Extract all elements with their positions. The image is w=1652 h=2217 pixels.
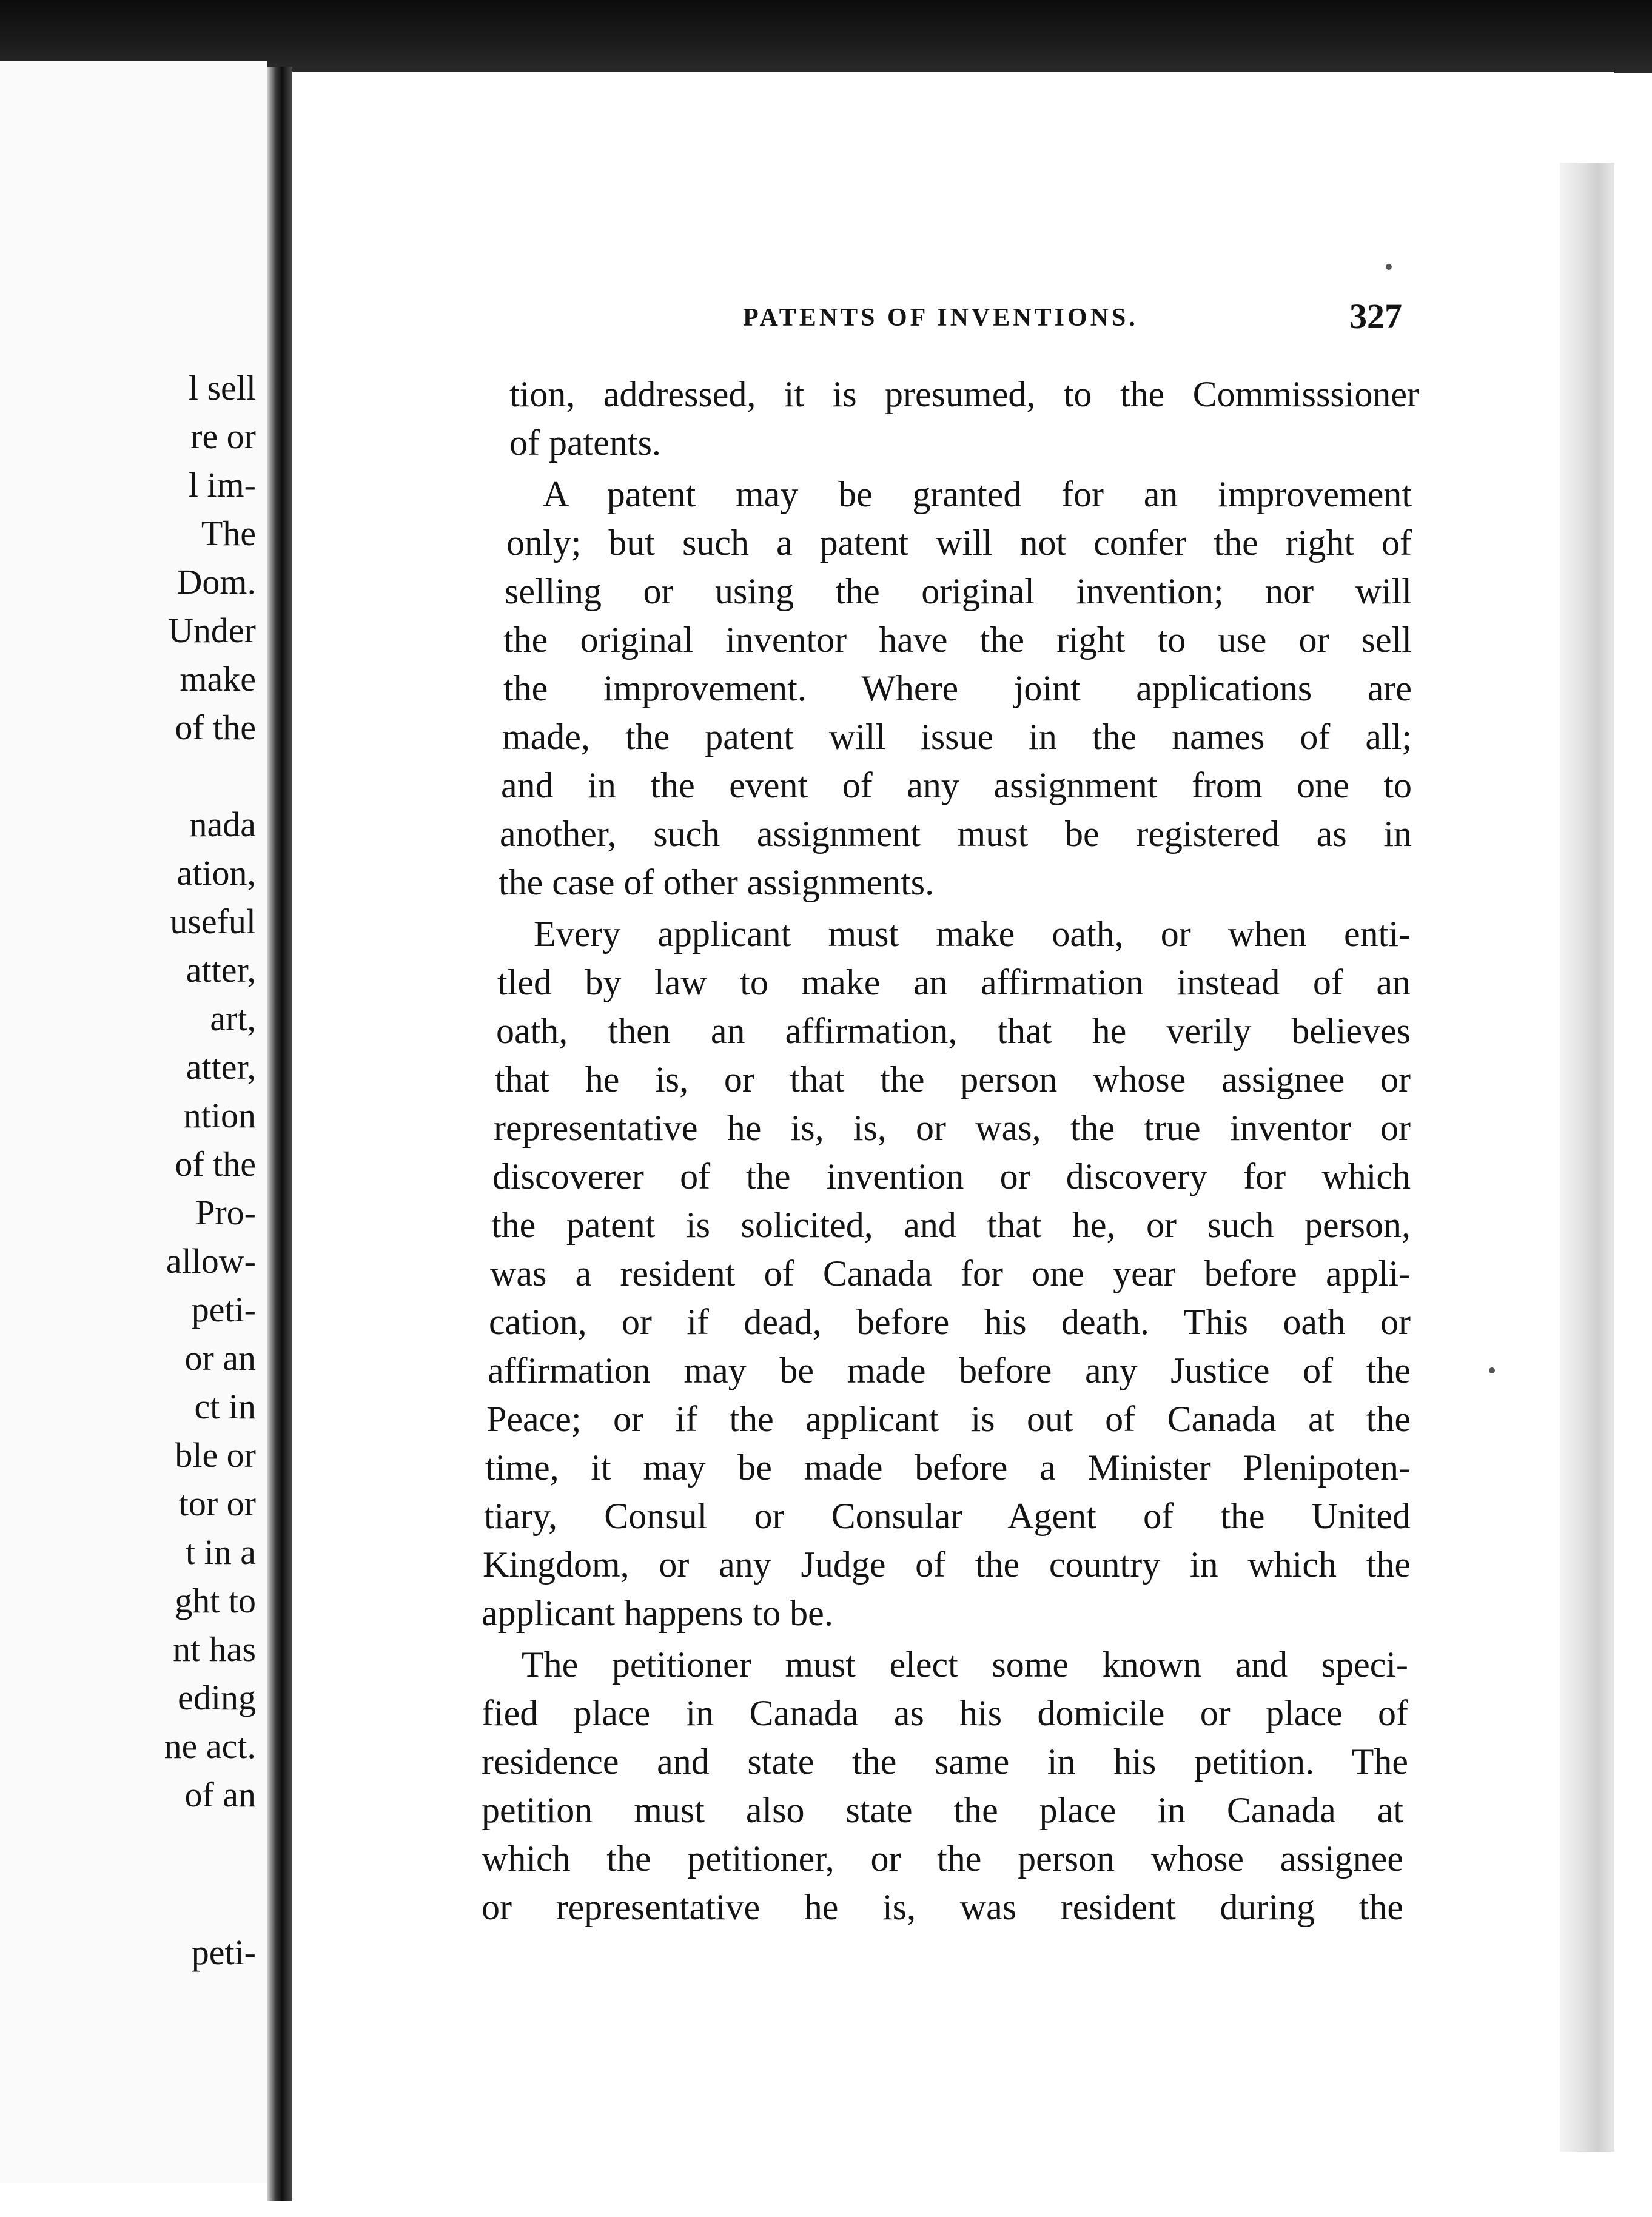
body-line: Peace; or if the applicant is out of Canada at the	[486, 1399, 1411, 1439]
scan-speck	[1386, 264, 1392, 270]
facing-line: eding	[178, 1678, 256, 1717]
body-line: the case of other assignments.	[499, 862, 935, 902]
facing-line: of the	[175, 708, 256, 747]
facing-line: tor or	[178, 1484, 256, 1523]
body-line: tion, addressed, it is presumed, to the Commisssioner	[509, 374, 1419, 414]
body-line: petition must also state the place in Canada at	[482, 1790, 1403, 1830]
body-line: Kingdom, or any Judge of the country in which the	[483, 1545, 1411, 1585]
body-line: that he is, or that the person whose assignee or	[495, 1059, 1411, 1099]
facing-line: l im-	[188, 465, 256, 505]
facing-line: ne act.	[164, 1726, 256, 1766]
facing-line: ght to	[175, 1581, 256, 1620]
facing-line: art,	[210, 999, 256, 1038]
facing-line: ble or	[175, 1435, 256, 1475]
body-line: tled by law to make an affirmation instead of an	[497, 962, 1411, 1002]
body-line: another, such assignment must be registered as in	[500, 814, 1412, 854]
body-line: The petitioner must elect some known and speci-	[522, 1645, 1408, 1685]
body-line: residence and state the same in his petition. The	[482, 1742, 1408, 1782]
body-line: time, it may be made before a Minister Plenipoten-	[485, 1447, 1411, 1488]
facing-line: l sell	[188, 368, 256, 408]
body-line: discoverer of the invention or discovery for which	[492, 1156, 1411, 1196]
facing-line: atter,	[186, 1047, 256, 1087]
facing-line: make	[180, 659, 256, 699]
facing-line: atter,	[186, 950, 256, 990]
body-line: Every applicant must make oath, or when enti-	[534, 914, 1411, 954]
body-line: cation, or if dead, before his death. This oath or	[489, 1302, 1411, 1342]
facing-line: t in a	[186, 1532, 256, 1572]
body-line: the improvement. Where joint applications are	[503, 668, 1412, 708]
body-line: fied place in Canada as his domicile or place of	[482, 1693, 1408, 1733]
facing-line: Pro-	[195, 1193, 256, 1232]
facing-line: re or	[190, 417, 256, 456]
body-line: oath, then an affirmation, that he verily believes	[496, 1011, 1411, 1051]
facing-line: nt has	[173, 1629, 256, 1669]
body-line: only; but such a patent will not confer the right of	[506, 523, 1412, 563]
facing-line: Under	[168, 611, 256, 650]
facing-line: of the	[175, 1144, 256, 1184]
facing-line: peti-	[191, 1290, 256, 1329]
book-gutter	[267, 67, 292, 2201]
body-line: was a resident of Canada for one year before appli-	[490, 1253, 1411, 1293]
facing-page-fragment	[0, 61, 267, 2183]
facing-line: or an	[184, 1338, 256, 1378]
facing-line: peti-	[191, 1933, 256, 1972]
facing-line: Dom.	[176, 562, 256, 602]
facing-line: of an	[184, 1775, 256, 1814]
body-line: the original inventor have the right to use or sell	[503, 620, 1412, 660]
body-line: applicant happens to be.	[482, 1593, 833, 1633]
facing-line: useful	[170, 902, 256, 941]
body-line: selling or using the original invention; nor will	[505, 571, 1412, 611]
body-line: made, the patent will issue in the names of all;	[502, 717, 1412, 757]
page-edge	[1560, 163, 1614, 2152]
body-line: or representative he is, was resident during the	[482, 1887, 1403, 1927]
body-line: A patent may be granted for an improvement	[543, 474, 1412, 514]
facing-line: ation,	[176, 853, 256, 893]
facing-line: ntion	[183, 1096, 256, 1135]
facing-line: ct in	[194, 1387, 256, 1426]
body-line: representative he is, is, or was, the true inventor or	[494, 1108, 1411, 1148]
page-number: 327	[1349, 297, 1402, 336]
facing-line: The	[201, 514, 256, 553]
facing-line: nada	[189, 805, 256, 844]
facing-line: allow-	[166, 1241, 256, 1281]
body-line: which the petitioner, or the person whose assignee	[482, 1839, 1403, 1879]
body-line: affirmation may be made before any Justice of the	[488, 1350, 1411, 1390]
scan-speck	[1489, 1367, 1495, 1373]
body-line: of patents.	[509, 423, 661, 463]
body-line: and in the event of any assignment from one to	[501, 765, 1412, 805]
running-head: PATENTS OF INVENTIONS.	[743, 304, 1138, 332]
body-line: tiary, Consul or Consular Agent of the United	[484, 1496, 1411, 1536]
body-line: the patent is solicited, and that he, or such person,	[491, 1205, 1411, 1245]
